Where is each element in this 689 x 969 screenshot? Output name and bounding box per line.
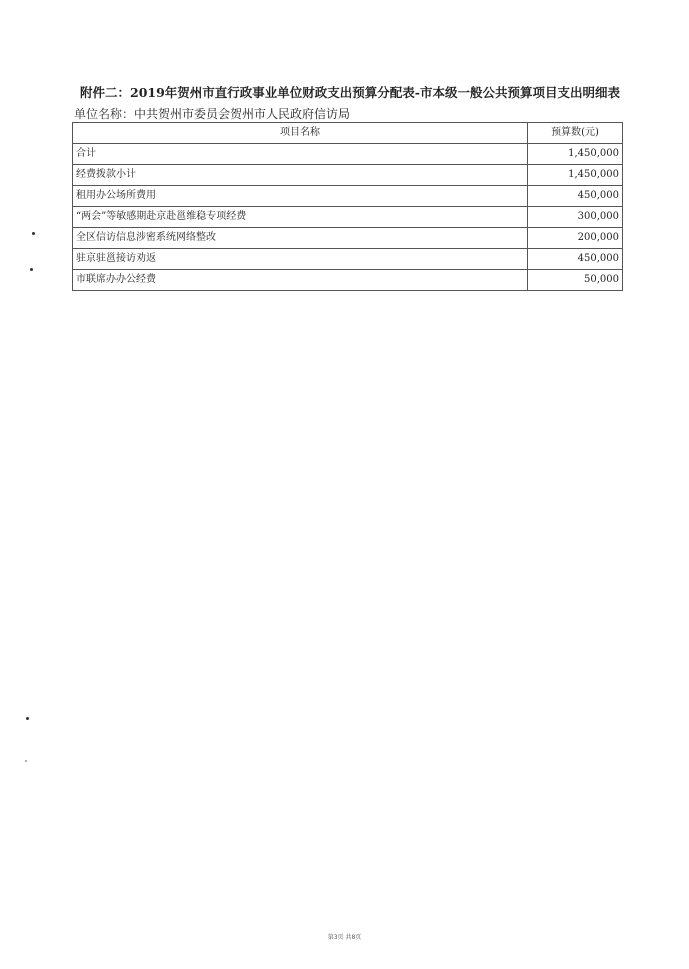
table-header-row bbox=[73, 123, 623, 144]
scan-speck bbox=[32, 232, 35, 235]
scan-speck bbox=[26, 717, 29, 720]
table-row bbox=[73, 270, 623, 291]
budget-detail-table bbox=[72, 122, 623, 291]
scan-speck bbox=[25, 760, 27, 762]
table-row bbox=[73, 207, 623, 228]
page-title: 附件二：2019年贺州市直行政事业单位财政支出预算分配表-市本级一般公共预算项目支出明细表 bbox=[80, 85, 620, 100]
row-amount: 450,000 bbox=[528, 249, 623, 270]
row-name: 经费拨款小计 bbox=[73, 165, 528, 186]
row-name: 市联席办办公经费 bbox=[73, 270, 528, 291]
table-row bbox=[73, 186, 623, 207]
table-row bbox=[73, 249, 623, 270]
row-amount: 1,450,000 bbox=[528, 165, 623, 186]
page-footer: 第3页 共8页 bbox=[327, 934, 362, 941]
scan-speck bbox=[30, 268, 33, 271]
row-name: “两会”等敏感期赴京赴邕维稳专项经费 bbox=[73, 207, 528, 228]
row-name: 合计 bbox=[73, 144, 528, 165]
unit-line bbox=[74, 105, 350, 122]
header-project-name: 项目名称 bbox=[73, 123, 528, 144]
row-amount: 300,000 bbox=[528, 207, 623, 228]
header-budget-amount: 预算数(元) bbox=[528, 123, 623, 144]
row-name: 全区信访信息涉密系统网络整改 bbox=[73, 228, 528, 249]
table-row bbox=[73, 144, 623, 165]
row-amount: 450,000 bbox=[528, 186, 623, 207]
row-name: 驻京驻邕接访劝返 bbox=[73, 249, 528, 270]
row-amount: 50,000 bbox=[528, 270, 623, 291]
row-amount: 200,000 bbox=[528, 228, 623, 249]
unit-label: 单位名称： bbox=[74, 107, 135, 121]
unit-name: 中共贺州市委员会贺州市人民政府信访局 bbox=[134, 107, 351, 121]
table-row bbox=[73, 228, 623, 249]
row-amount: 1,450,000 bbox=[528, 144, 623, 165]
table-row bbox=[73, 165, 623, 186]
row-name: 租用办公场所费用 bbox=[73, 186, 528, 207]
